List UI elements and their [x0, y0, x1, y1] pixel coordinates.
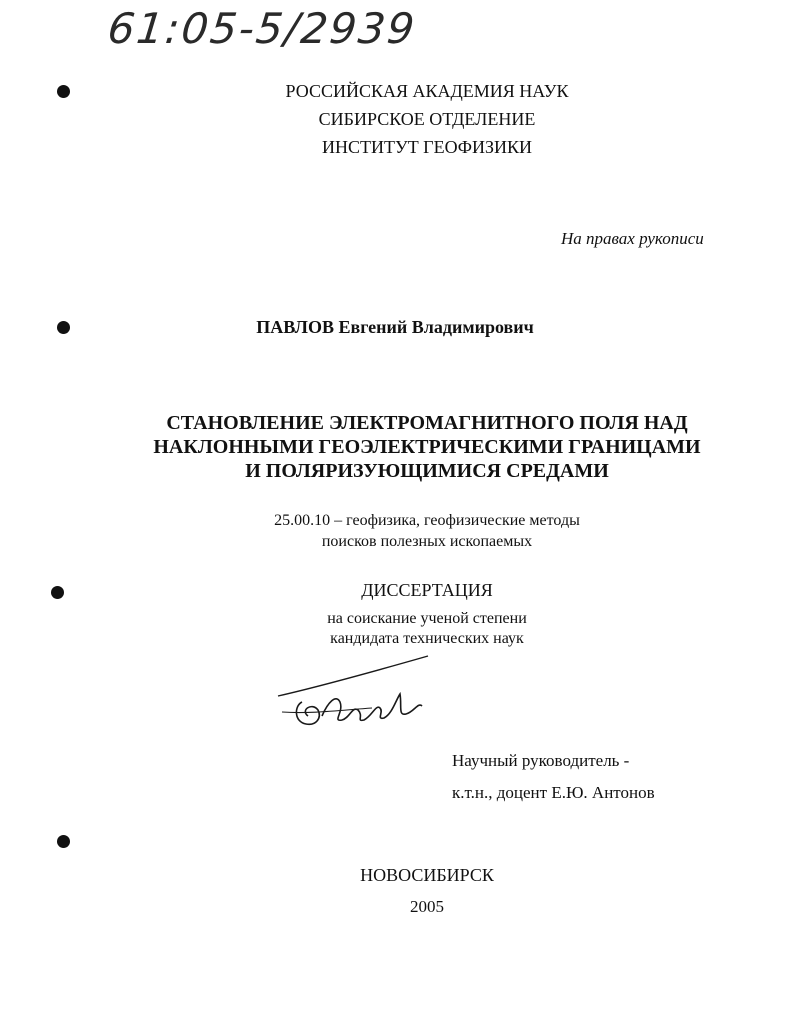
manuscript-rights-note: На правах рукописи — [561, 229, 704, 248]
binder-hole-mark — [57, 835, 70, 848]
supervisor-name: к.т.н., доцент Е.Ю. Антонов — [452, 783, 655, 802]
city: НОВОСИБИРСК — [360, 865, 494, 885]
specialty-code — [30, 510, 794, 552]
author-signature — [272, 650, 442, 740]
organization-block — [30, 78, 794, 162]
title-line: СТАНОВЛЕНИЕ ЭЛЕКТРОМАГНИТНОГО ПОЛЯ НАД — [166, 412, 688, 434]
organization-line: СИБИРСКОЕ ОТДЕЛЕНИЕ — [318, 109, 536, 129]
title-line: И ПОЛЯРИЗУЮЩИМИСЯ СРЕДАМИ — [245, 460, 609, 482]
degree-statement — [30, 609, 794, 649]
title-line: НАКЛОННЫМИ ГЕОЭЛЕКТРИЧЕСКИМИ ГРАНИЦАМИ — [153, 436, 701, 458]
author-surname: ПАВЛОВ — [256, 317, 334, 337]
author-name — [0, 317, 792, 338]
organization-line: ИНСТИТУТ ГЕОФИЗИКИ — [321, 137, 533, 157]
thesis-title — [30, 411, 794, 483]
degree-line: кандидата технических наук — [330, 630, 524, 647]
organization-line: РОССИЙСКАЯ АКАДЕМИЯ НАУК — [285, 81, 569, 101]
specialty-line: поисков полезных ископаемых — [321, 533, 533, 550]
supervisor-block — [452, 745, 655, 809]
author-given-names: Евгений Владимирович — [338, 317, 534, 337]
supervisor-label: Научный руководитель - — [452, 751, 630, 770]
document-type: ДИССЕРТАЦИЯ — [361, 580, 493, 600]
specialty-line: 25.00.10 – геофизика, геофизические методы — [274, 512, 580, 529]
year: 2005 — [410, 897, 444, 916]
archive-code-handwritten: 61:05-5/2939 — [105, 4, 419, 53]
degree-line: на соискание ученой степени — [327, 610, 527, 627]
